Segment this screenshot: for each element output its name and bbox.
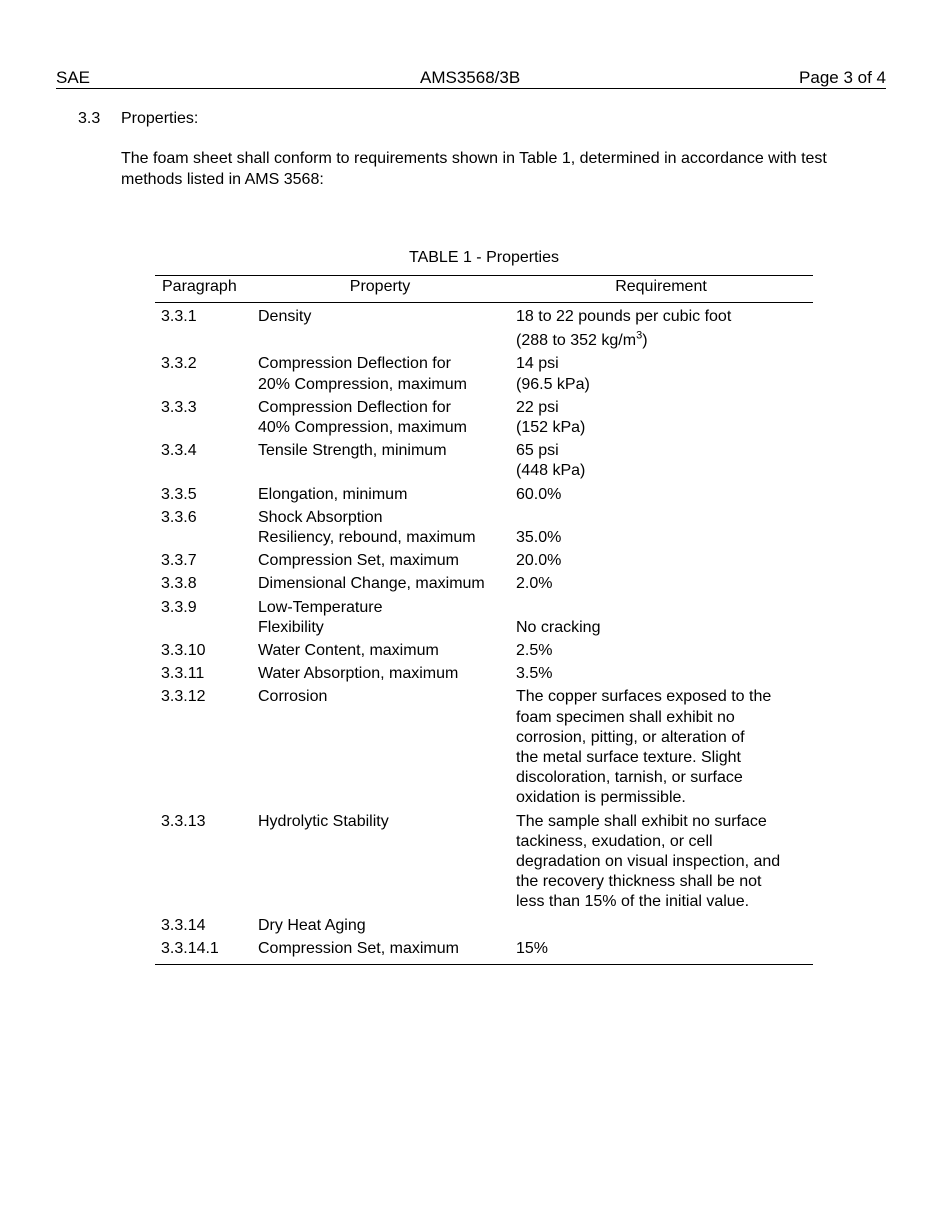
cell-paragraph: 3.3.4 xyxy=(161,442,197,460)
property-line: Low-Temperature xyxy=(258,598,383,616)
requirement-line xyxy=(516,508,807,528)
property-line: Elongation, minimum xyxy=(258,485,408,503)
cell-paragraph: 3.3.3 xyxy=(161,398,197,416)
table-row xyxy=(155,664,813,687)
cell-paragraph: 3.3.14.1 xyxy=(155,939,251,965)
property-line: Water Absorption, maximum xyxy=(258,665,459,683)
property-line: Dry Heat Aging xyxy=(258,916,366,934)
table-row xyxy=(155,398,813,441)
cell-requirement xyxy=(509,441,813,484)
cell-paragraph: 3.3.5 xyxy=(161,485,197,503)
requirement-line: 15% xyxy=(516,939,549,957)
table-row xyxy=(155,441,813,484)
cell-requirement xyxy=(509,664,813,687)
cell-property xyxy=(251,598,509,641)
cell-paragraph: 3.3.14 xyxy=(161,916,206,934)
cell-paragraph: 3.3.8 xyxy=(161,575,197,593)
requirement-line: oxidation is permissible. xyxy=(516,789,686,807)
requirement-line: (152 kPa) xyxy=(516,419,586,437)
requirement-line: 2.5% xyxy=(516,642,553,660)
requirement-text: (288 to 352 kg/m xyxy=(516,332,637,350)
header-org: SAE xyxy=(56,68,91,87)
cell-property xyxy=(251,812,509,916)
property-line: Compression Deflection for xyxy=(258,398,451,416)
table-row xyxy=(155,812,813,916)
table-row xyxy=(155,598,813,641)
cell-requirement xyxy=(509,641,813,664)
cell-paragraph: 3.3.13 xyxy=(161,812,206,830)
requirement-line: 22 psi xyxy=(516,398,559,416)
header-page-number: Page 3 of 4 xyxy=(799,68,886,87)
cell-property xyxy=(251,664,509,687)
property-line: Shock Absorption xyxy=(258,508,383,526)
property-line: 20% Compression, maximum xyxy=(258,375,467,393)
requirement-line: The copper surfaces exposed to the xyxy=(516,688,772,706)
table-row xyxy=(155,574,813,597)
requirement-line: 18 to 22 pounds per cubic foot xyxy=(516,308,732,325)
requirement-line: less than 15% of the initial value. xyxy=(516,893,750,911)
cell-requirement xyxy=(509,551,813,574)
table-row xyxy=(155,485,813,508)
header-property: Property xyxy=(251,276,509,303)
table-row xyxy=(155,303,813,355)
cell-property xyxy=(251,441,509,484)
section-title: Properties: xyxy=(121,110,199,127)
requirement-line: 3.5% xyxy=(516,665,553,683)
property-line: Corrosion xyxy=(258,688,328,706)
cell-paragraph: 3.3.9 xyxy=(161,598,197,616)
cell-requirement xyxy=(509,398,813,441)
requirement-line: 35.0% xyxy=(516,529,562,547)
requirement-line xyxy=(516,331,807,351)
requirement-line: degradation on visual inspection, and xyxy=(516,853,781,871)
table-row xyxy=(155,641,813,664)
requirement-line: foam specimen shall exhibit no xyxy=(516,708,735,726)
requirement-line: discoloration, tarnish, or surface xyxy=(516,769,743,787)
cell-property xyxy=(251,303,509,355)
unit-superscript: 3 xyxy=(636,329,643,342)
property-line: Compression Deflection for xyxy=(258,355,451,373)
cell-requirement xyxy=(509,939,813,965)
properties-table xyxy=(155,275,813,965)
table-row xyxy=(155,354,813,397)
cell-property xyxy=(251,551,509,574)
cell-paragraph: 3.3.12 xyxy=(161,688,206,706)
property-line: Tensile Strength, minimum xyxy=(258,442,447,460)
requirement-line: 14 psi xyxy=(516,355,559,373)
requirement-line: corrosion, pitting, or alteration of xyxy=(516,728,745,746)
cell-requirement xyxy=(509,598,813,641)
requirement-line: the recovery thickness shall be not xyxy=(516,873,762,891)
cell-property xyxy=(251,485,509,508)
property-line: Dimensional Change, maximum xyxy=(258,575,485,593)
requirement-line: 65 psi xyxy=(516,442,559,460)
requirement-line: No cracking xyxy=(516,618,601,636)
cell-requirement xyxy=(509,574,813,597)
table-caption: TABLE 1 - Properties xyxy=(409,249,559,266)
cell-property xyxy=(251,354,509,397)
cell-property xyxy=(251,574,509,597)
table-header-row xyxy=(155,276,813,303)
property-line: 40% Compression, maximum xyxy=(258,419,467,437)
requirement-line xyxy=(516,916,807,936)
cell-requirement xyxy=(509,354,813,397)
requirement-line: The sample shall exhibit no surface xyxy=(516,812,767,830)
cell-paragraph: 3.3.7 xyxy=(161,552,197,570)
requirement-line: 60.0% xyxy=(516,485,562,503)
property-line: Water Content, maximum xyxy=(258,642,439,660)
requirement-line xyxy=(516,598,807,618)
cell-paragraph: 3.3.1 xyxy=(161,308,197,325)
property-line: Compression Set, maximum xyxy=(258,552,459,570)
page-header xyxy=(56,68,886,89)
cell-paragraph: 3.3.6 xyxy=(161,508,197,526)
section-paragraph: The foam sheet shall conform to requirements shown in Table 1, determined in accordance with test methods listed in AMS 3568: xyxy=(121,150,827,188)
table-row xyxy=(155,687,813,811)
requirement-line: 20.0% xyxy=(516,552,562,570)
requirement-line: the metal surface texture. Slight xyxy=(516,749,741,767)
requirement-line: (96.5 kPa) xyxy=(516,375,590,393)
cell-requirement xyxy=(509,916,813,939)
header-paragraph: Paragraph xyxy=(155,276,251,303)
table-row xyxy=(155,916,813,939)
cell-property xyxy=(251,939,509,965)
header-doc-id: AMS3568/3B xyxy=(420,68,521,87)
cell-property xyxy=(251,687,509,811)
cell-paragraph: 3.3.11 xyxy=(161,665,205,683)
requirement-text: ) xyxy=(642,332,648,350)
property-line: Density xyxy=(258,308,312,325)
cell-paragraph: 3.3.2 xyxy=(161,355,197,373)
cell-requirement xyxy=(509,508,813,551)
cell-property xyxy=(251,398,509,441)
table-row xyxy=(155,551,813,574)
requirement-line: (448 kPa) xyxy=(516,462,586,480)
cell-requirement xyxy=(509,485,813,508)
property-line: Flexibility xyxy=(258,618,324,636)
cell-requirement xyxy=(509,303,813,355)
cell-property xyxy=(251,916,509,939)
cell-property xyxy=(251,508,509,551)
requirement-line: 2.0% xyxy=(516,575,553,593)
header-requirement: Requirement xyxy=(509,276,813,303)
property-line: Compression Set, maximum xyxy=(258,939,459,957)
cell-property xyxy=(251,641,509,664)
property-line: Hydrolytic Stability xyxy=(258,812,389,830)
table-row xyxy=(155,508,813,551)
cell-requirement xyxy=(509,812,813,916)
requirement-line: tackiness, exudation, or cell xyxy=(516,832,713,850)
cell-requirement xyxy=(509,687,813,811)
table-row xyxy=(155,939,813,965)
section-number: 3.3 xyxy=(78,110,101,127)
cell-paragraph: 3.3.10 xyxy=(161,642,206,660)
property-line: Resiliency, rebound, maximum xyxy=(258,529,476,547)
